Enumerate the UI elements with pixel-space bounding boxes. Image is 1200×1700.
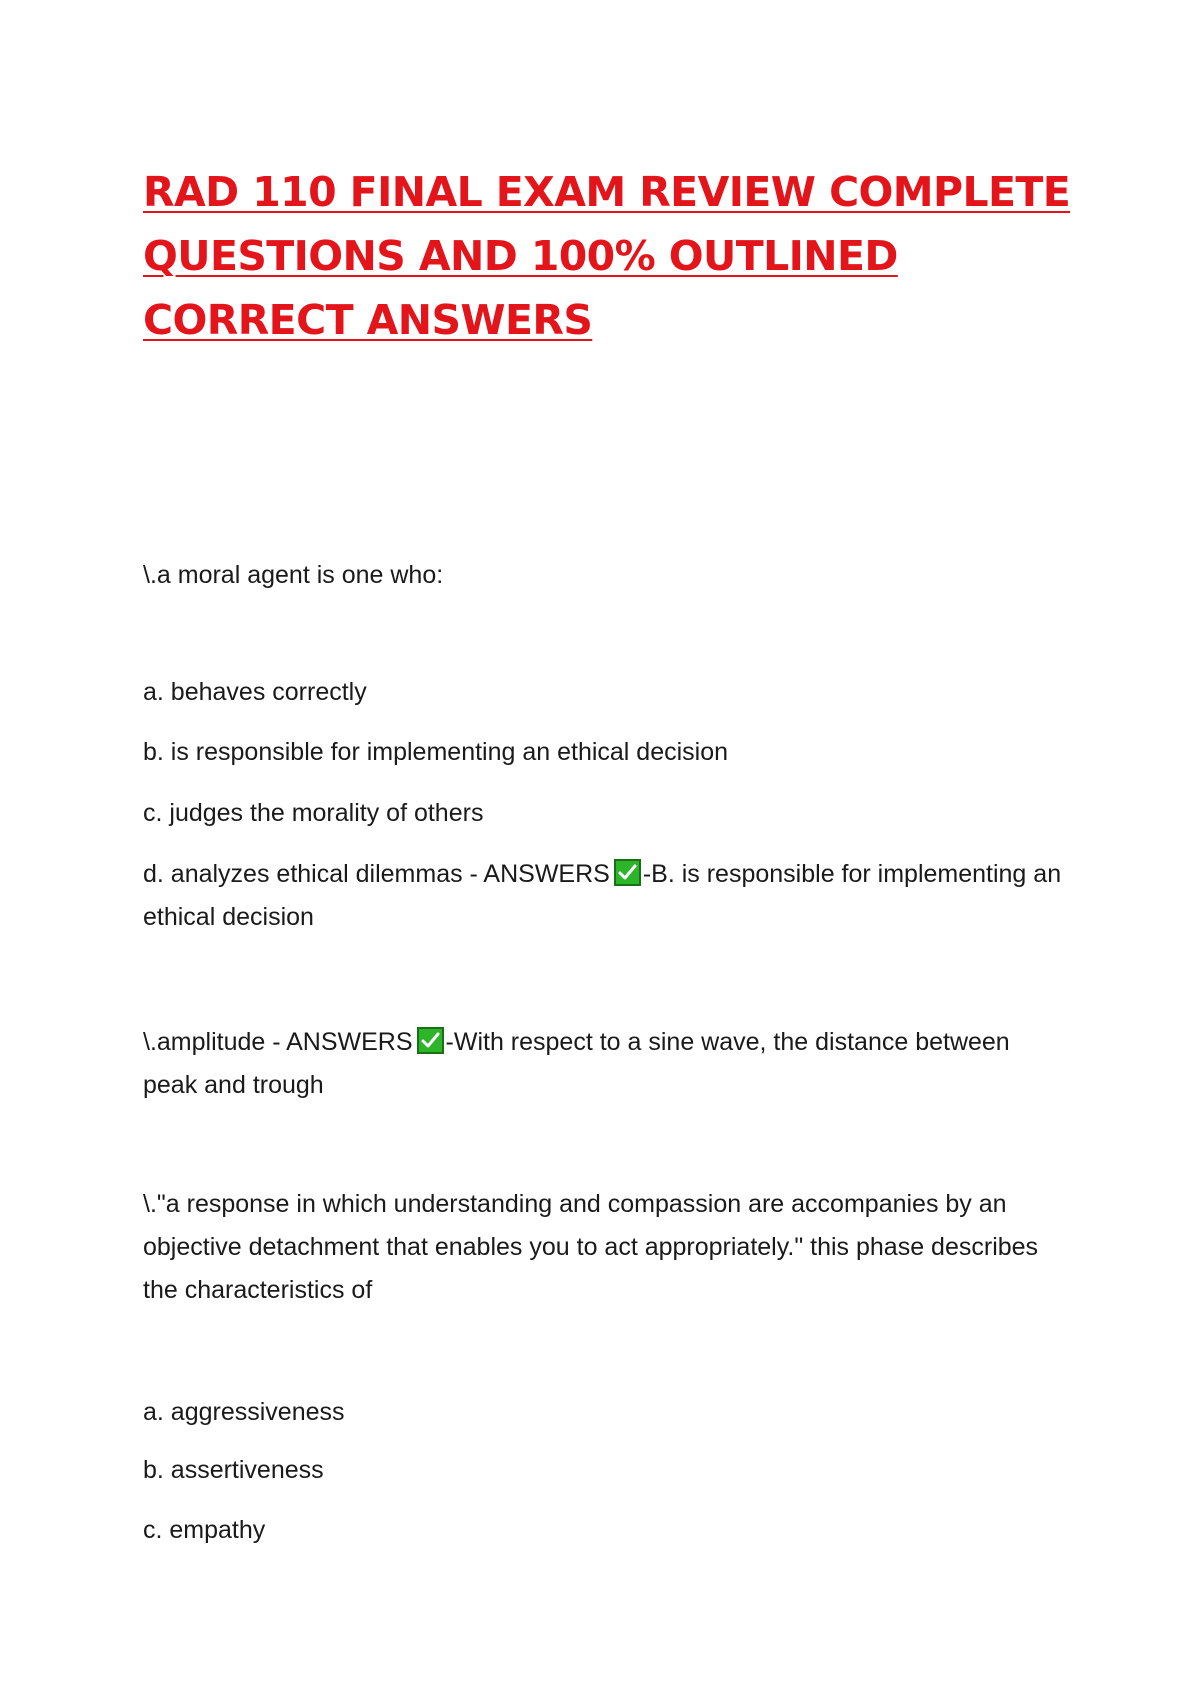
question-1-option-a: a. behaves correctly xyxy=(143,678,367,706)
question-1-text: \.a moral agent is one who: xyxy=(143,561,444,589)
question-2-with-answer xyxy=(143,1021,1063,1107)
question-3-option-b: b. assertiveness xyxy=(143,1456,324,1484)
question-1-option-d: d. analyzes ethical dilemmas - ANSWERS xyxy=(143,860,610,888)
question-3-option-c: c. empathy xyxy=(143,1516,266,1544)
question-3-text: \."a response in which understanding and compassion are accompanies by an objective detachment that enables you to act appropriately." this phase describes the characteristics of xyxy=(143,1190,1039,1304)
question-1-option-d-with-answer xyxy=(143,853,1063,939)
question-1-answer: -B. is responsible for implementing an ethical decision xyxy=(143,860,1062,931)
question-1-option-b: b. is responsible for implementing an ethical decision xyxy=(143,738,729,766)
question-1-option-c: c. judges the morality of others xyxy=(143,799,484,827)
question-2-text: \.amplitude - ANSWERS xyxy=(143,1028,413,1056)
check-mark-icon xyxy=(417,1027,444,1054)
question-3-option-a: a. aggressiveness xyxy=(143,1398,345,1426)
question-2-answer: -With respect to a sine wave, the distance between peak and trough xyxy=(143,1028,1010,1099)
check-mark-icon xyxy=(614,859,641,886)
document-title: RAD 110 FINAL EXAM REVIEW COMPLETE QUESTIONS AND 100% OUTLINED CORRECT ANSWERS xyxy=(143,168,1071,344)
